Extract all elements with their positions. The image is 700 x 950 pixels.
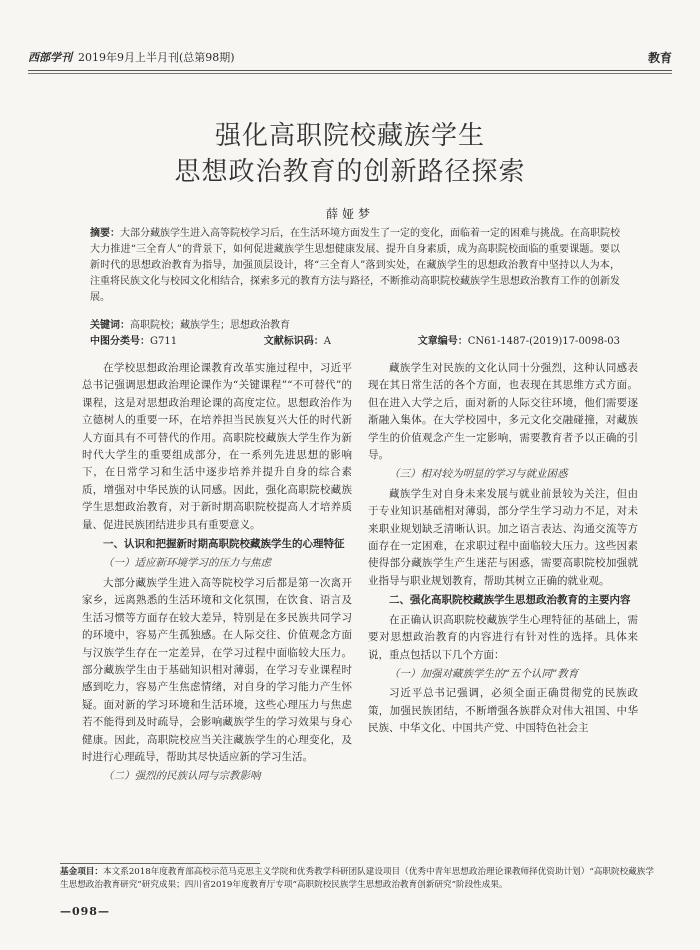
paragraph: 在正确认识高职院校藏族学生心理特征的基础上，需要对思想政治教育的内容进行有针对性的选择。具体来说，重点包括以下几个方面： [368, 613, 638, 661]
body-column-left [82, 360, 352, 788]
clc-value: G711 [150, 336, 178, 347]
doc-code-value: A [323, 336, 332, 347]
doc-code-label: 文献标识码： [263, 336, 324, 347]
header-rule [28, 70, 672, 71]
subsection-heading: （三）相对较为明显的学习与就业困惑 [389, 468, 568, 481]
page-number: —098— [60, 905, 110, 918]
paragraph: 大部分藏族学生进入高等院校学习后都是第一次离开家乡，远离熟悉的生活环境和文化氛围，在饮食、语言及生活习惯等方面存在较大差异，特别是在多民族共同学习的环境中，容易产生孤独感。在人际交往、价值观念方面与汉族学生存在一定差异，在学习过程中面临较大压力。部分藏族学生由于基础知识相对薄弱，在学习专业课程时感到吃力，容易产生焦虑情绪，对自身的学习能力产生怀疑。面对新的学习环境和生活环境，这些心理压力与焦虑若不能得到及时疏导，会影响藏族学生的学习效果与身心健康。因此，高职院校应当关注藏族学生的心理变化，及时进行心理疏导，帮助其尽快适应新的学习生活。 [82, 576, 352, 763]
paragraph: 在学校思想政治理论课教育改革实施过程中，习近平总书记强调思想政治理论课作为“关键课程”“不可替代”的课程，这是对思想政治理论课的高度定位。思想政治作为立德树人的重要一环，在培养担当民族复兴大任的时代新人方面具有不可替代的作用。高职院校藏族大学生作为新时代大学生的重要组成部分，在一系列先进思想的影响下，在日常学习和生活中逐步培养并提升自身的综合素质，增强对中华民族的认同感。因此，强化高职院校藏族学生思想政治教育，对于新时期高职院校提高人才培养质量、促进民族团结进步具有重要意义。 [82, 362, 352, 531]
footnote [60, 866, 654, 892]
title-line-1: 强化高职院校藏族学生 [214, 121, 485, 151]
subsection-heading: （一）适应新环境学习的压力与焦虑 [103, 557, 271, 570]
footnote-text: 本文系2018年度教育部高校示范马克思主义学院和优秀教学科研团队建设项目（优秀中青年思想政治理论课教师择优资助计划）“高职院校藏族学生思想政治教育研究”研究成果；四川省2019年度教育厅专项“高职院校民族学生思想政治教育创新研究”阶段性成果。 [60, 867, 654, 890]
footnote-rule [60, 863, 260, 864]
keywords [90, 318, 620, 334]
paragraph: 藏族学生对民族的文化认同十分强烈，这种认同感表现在其日常生活的各个方面，也表现在其思维方式方面。但在进入大学之后，面对新的人际交往环境，他们需要逐渐融入集体。在大学校园中，多元文化交融碰撞，对藏族学生的价值观念产生一定影响，需要教育者予以正确的引导。 [368, 362, 638, 462]
paragraph: 藏族学生对自身未来发展与就业前景较为关注，但由于专业知识基础相对薄弱，部分学生学习动力不足，对未来职业规划缺乏清晰认识。加之语言表达、沟通交流等方面存在一定困难，在求职过程中面临较大压力。这些因素使得部分藏族学生产生迷茫与困惑，需要高职院校加强就业指导与职业规划教育，帮助其树立正确的就业观。 [368, 487, 638, 587]
keywords-label: 关键词： [90, 320, 130, 331]
journal-issue: 2019年9月上半月刊(总第98期) [78, 51, 235, 64]
article-no-label: 文章编号： [417, 336, 468, 347]
abstract [90, 226, 620, 306]
article-no-field [418, 334, 620, 350]
body-column-right [368, 360, 638, 738]
clc-label: 中图分类号： [90, 336, 150, 347]
abstract-text: 大部分藏族学生进入高等院校学习后，在生活环境方面发生了一定的变化，面临着一定的困难与挑战。在高职院校大力推进“三全育人”的背景下，如何促进藏族学生思想健康发展、提升自身素质，成为高职院校面临的重要课题。要以新时代的思想政治教育为指导，加强顶层设计，将“三全育人”落到实处，在藏族学生的思想政治教育中坚持以人为本，注重将民族文化与校园文化相结合，探索多元的教育方法与路径，不断推动高职院校藏族学生思想政治教育工作的创新发展。 [90, 228, 620, 303]
journal-name: 西部学刊 [28, 51, 72, 64]
doc-code-field [264, 334, 331, 350]
article-no-value: CN61-1487-(2019)17-0098-03 [467, 336, 620, 347]
abstract-label: 摘要： [90, 228, 120, 239]
keywords-text: 高职院校；藏族学生；思想政治教育 [130, 320, 290, 331]
subsection-heading: （一）加强对藏族学生的“五个认同”教育 [389, 667, 579, 680]
header-left [28, 49, 235, 65]
section-name: 教育 [647, 50, 672, 65]
title-line-2: 思想政治教育的创新路径探索 [174, 157, 526, 187]
section-heading: 一、认识和把握新时期高职院校藏族学生的心理特征 [103, 538, 345, 551]
article-title [0, 118, 700, 190]
paragraph: 习近平总书记强调，必须全面正确贯彻党的民族政策，加强民族团结，不断增强各族群众对伟大祖国、中华民族、中华文化、中国共产党、中国特色社会主 [368, 687, 638, 735]
running-header [28, 48, 672, 66]
section-heading: 二、强化高职院校藏族学生思想政治教育的主要内容 [389, 594, 631, 607]
classification-line [90, 334, 620, 350]
header-rule-thin [28, 73, 672, 74]
subsection-heading: （二）强烈的民族认同与宗教影响 [103, 770, 261, 783]
author-name: 薛娅梦 [325, 207, 374, 221]
footnote-label: 基金项目： [60, 867, 104, 877]
clc-field [90, 334, 177, 350]
